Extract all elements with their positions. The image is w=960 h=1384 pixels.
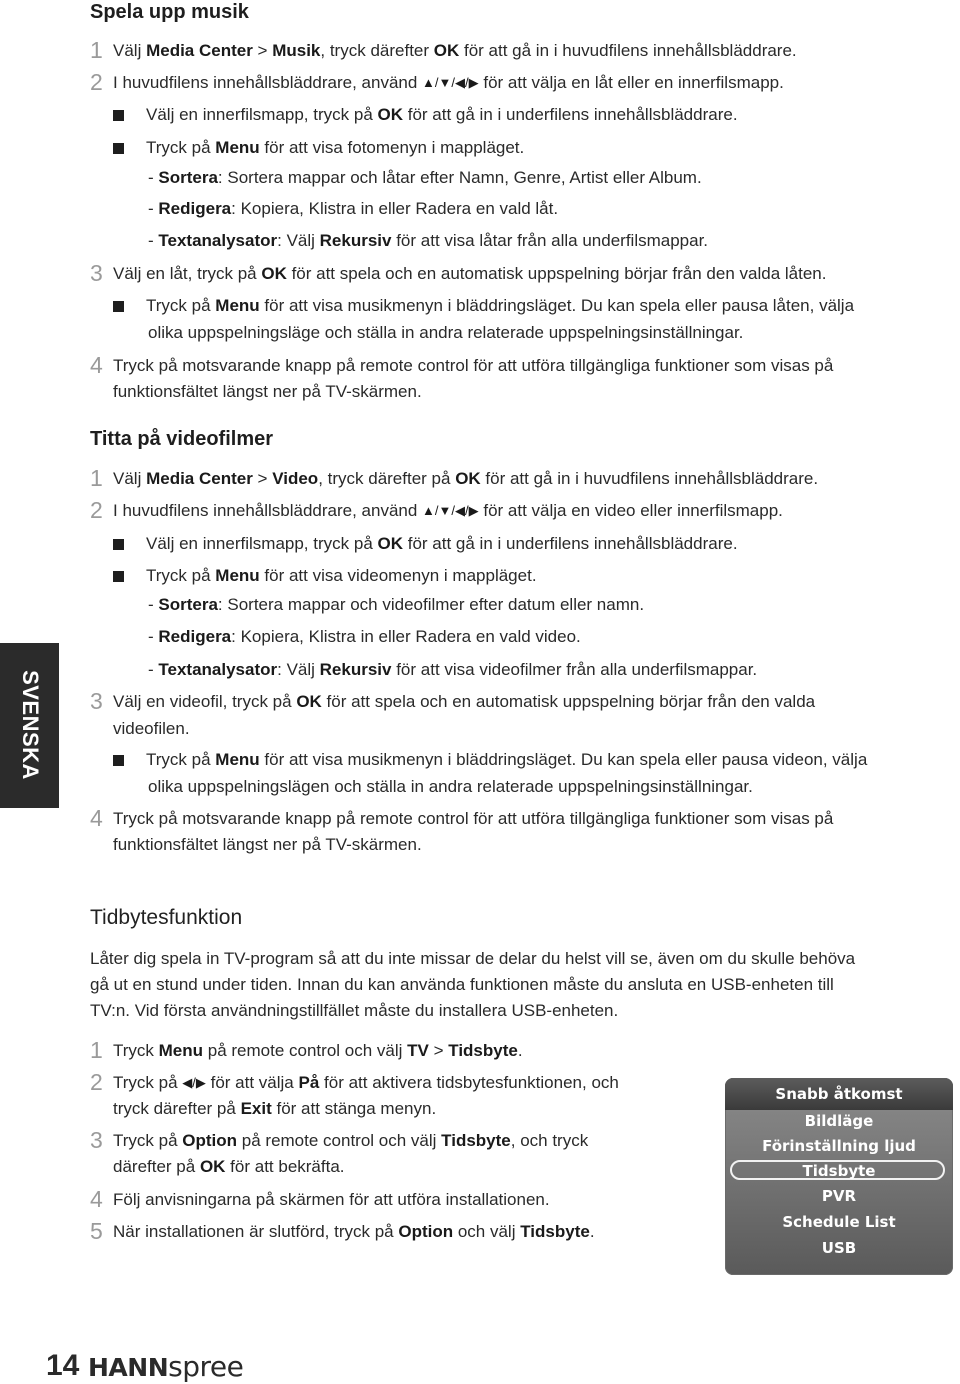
timeshift-step-1: Tryck Menu på remote control och välj TV > Tidsbyte.	[113, 1041, 523, 1060]
menu-item-pvr: PVR	[821, 1187, 857, 1205]
step-number: 3	[90, 688, 103, 714]
video-step-4: Tryck på motsvarande knapp på remote control för att utföra tillgängliga funktioner som visas på	[113, 809, 834, 828]
timeshift-step-3-cont: därefter på OK för att bekräfta.	[113, 1157, 345, 1176]
video-step-4-cont: funktionsfältet längst ner på TV-skärmen.	[113, 835, 422, 854]
video-bullet-1: Välj en innerfilsmapp, tryck på OK för att gå in i underfilens innehållsbläddrare.	[146, 534, 738, 553]
menu-item-schedule-list: Schedule List	[782, 1213, 896, 1231]
timeshift-step-5: När installationen är slutförd, tryck på Option och välj Tidsbyte.	[113, 1222, 595, 1241]
step-number: 3	[90, 260, 103, 286]
arrow-keys-icon: ◀/▶	[182, 1075, 206, 1090]
timeshift-step-2-cont: tryck därefter på Exit för att stänga menyn.	[113, 1099, 437, 1118]
video-bullet-3: Tryck på Menu för att visa musikmenyn i bläddringsläget. Du kan spela eller pausa videon, välja	[146, 750, 868, 769]
music-step-4-cont: funktionsfältet längst ner på TV-skärmen.	[113, 382, 422, 401]
music-step-3: Välj en låt, tryck på OK för att spela och en automatisk uppspelning börjar från den valda låten.	[113, 264, 827, 283]
step-number: 1	[90, 465, 103, 491]
arrow-keys-icon: ▲/▼/◀/▶	[422, 503, 479, 518]
square-bullet-icon	[113, 110, 124, 121]
timeshift-step-3: Tryck på Option på remote control och välj Tidsbyte, och tryck	[113, 1131, 589, 1150]
video-option-redigera: - Redigera: Kopiera, Klistra in eller Radera en vald video.	[148, 627, 581, 646]
square-bullet-icon	[113, 143, 124, 154]
arrow-keys-icon: ▲/▼/◀/▶	[422, 75, 479, 90]
video-option-textanalysator: - Textanalysator: Välj Rekursiv för att visa videofilmer från alla underfilsmappar.	[148, 660, 758, 679]
music-bullet-2: Tryck på Menu för att visa fotomenyn i mappläget.	[146, 138, 525, 157]
menu-item-tidsbyte: Tidsbyte	[802, 1162, 876, 1180]
video-step-1: Välj Media Center > Video, tryck därefter på OK för att gå in i huvudfilens innehållsbläddrare.	[113, 469, 819, 488]
brand-logo: HANNspree	[88, 1350, 244, 1383]
menu-item-forinstallning-ljud: Förinställning ljud	[762, 1137, 916, 1155]
video-step-3-cont: videofilen.	[113, 719, 190, 738]
step-number: 5	[90, 1218, 103, 1244]
music-bullet-3-cont: olika uppspelningsläge och ställa in andra relaterade uppspelningsinställningar.	[148, 323, 744, 342]
menu-item-bildlage: Bildläge	[804, 1112, 874, 1130]
step-number: 4	[90, 805, 103, 831]
menu-title: Snabb åtkomst	[775, 1085, 903, 1103]
video-step-2: I huvudfilens innehållsbläddrare, använd ▲/▼/◀/▶ för att välja en video eller innerfilsmapp.	[113, 501, 783, 520]
timeshift-intro-line-2: gå ut en stund under tiden. Innan du kan använda funktionen måste du ansluta en USB-enheten till	[90, 975, 834, 994]
music-step-2: I huvudfilens innehållsbläddrare, använd ▲/▼/◀/▶ för att välja en låt eller en innerfilsmapp.	[113, 73, 784, 92]
music-option-redigera: - Redigera: Kopiera, Klistra in eller Radera en vald låt.	[148, 199, 559, 218]
step-number: 3	[90, 1127, 103, 1153]
timeshift-step-2: Tryck på ◀/▶ för att välja På för att aktivera tidsbytesfunktionen, och	[113, 1073, 619, 1092]
step-number: 2	[90, 1069, 103, 1095]
language-label: SVENSKA	[18, 670, 43, 780]
step-number: 4	[90, 352, 103, 378]
menu-item-usb: USB	[821, 1239, 857, 1257]
square-bullet-icon	[113, 301, 124, 312]
music-option-textanalysator: - Textanalysator: Välj Rekursiv för att visa låtar från alla underfilsmappar.	[148, 231, 709, 250]
timeshift-step-4: Följ anvisningarna på skärmen för att utföra installationen.	[113, 1190, 550, 1209]
square-bullet-icon	[113, 571, 124, 582]
music-bullet-3: Tryck på Menu för att visa musikmenyn i bläddringsläget. Du kan spela eller pausa låten, välja	[146, 296, 855, 315]
video-bullet-2: Tryck på Menu för att visa videomenyn i mappläget.	[146, 566, 537, 585]
video-step-3: Välj en videofil, tryck på OK för att spela och en automatisk uppspelning börjar från den valda	[113, 692, 816, 711]
quick-access-menu	[725, 1078, 953, 1275]
timeshift-intro-line-3: TV:n. Vid första användningstillfället måste du installera USB-enheten.	[90, 1001, 619, 1020]
step-number: 1	[90, 1037, 103, 1063]
square-bullet-icon	[113, 755, 124, 766]
music-step-4: Tryck på motsvarande knapp på remote control för att utföra tillgängliga funktioner som visas på	[113, 356, 834, 375]
step-number: 1	[90, 37, 103, 63]
timeshift-section-title: Tidbytesfunktion	[90, 906, 243, 929]
timeshift-intro-line-1: Låter dig spela in TV-program så att du inte missar de delar du helst vill se, även om du skulle behöva	[90, 949, 856, 968]
step-number: 4	[90, 1186, 103, 1212]
step-number: 2	[90, 497, 103, 523]
video-section-title: Titta på videofilmer	[90, 428, 274, 450]
music-option-sortera: - Sortera: Sortera mappar och låtar efter Namn, Genre, Artist eller Album.	[148, 168, 702, 187]
music-bullet-1: Välj en innerfilsmapp, tryck på OK för att gå in i underfilens innehållsbläddrare.	[146, 105, 738, 124]
music-step-1: Välj Media Center > Musik, tryck därefter OK för att gå in i huvudfilens innehållsbläddrare.	[113, 41, 797, 60]
music-section-title: Spela upp musik	[90, 1, 249, 23]
page-number: 14	[46, 1349, 80, 1382]
video-option-sortera: - Sortera: Sortera mappar och videofilmer efter datum eller namn.	[148, 595, 645, 614]
square-bullet-icon	[113, 539, 124, 550]
video-bullet-3-cont: olika uppspelningslägen och ställa in andra relaterade uppspelningsinställningar.	[148, 777, 753, 796]
language-side-tab	[0, 643, 59, 808]
step-number: 2	[90, 69, 103, 95]
